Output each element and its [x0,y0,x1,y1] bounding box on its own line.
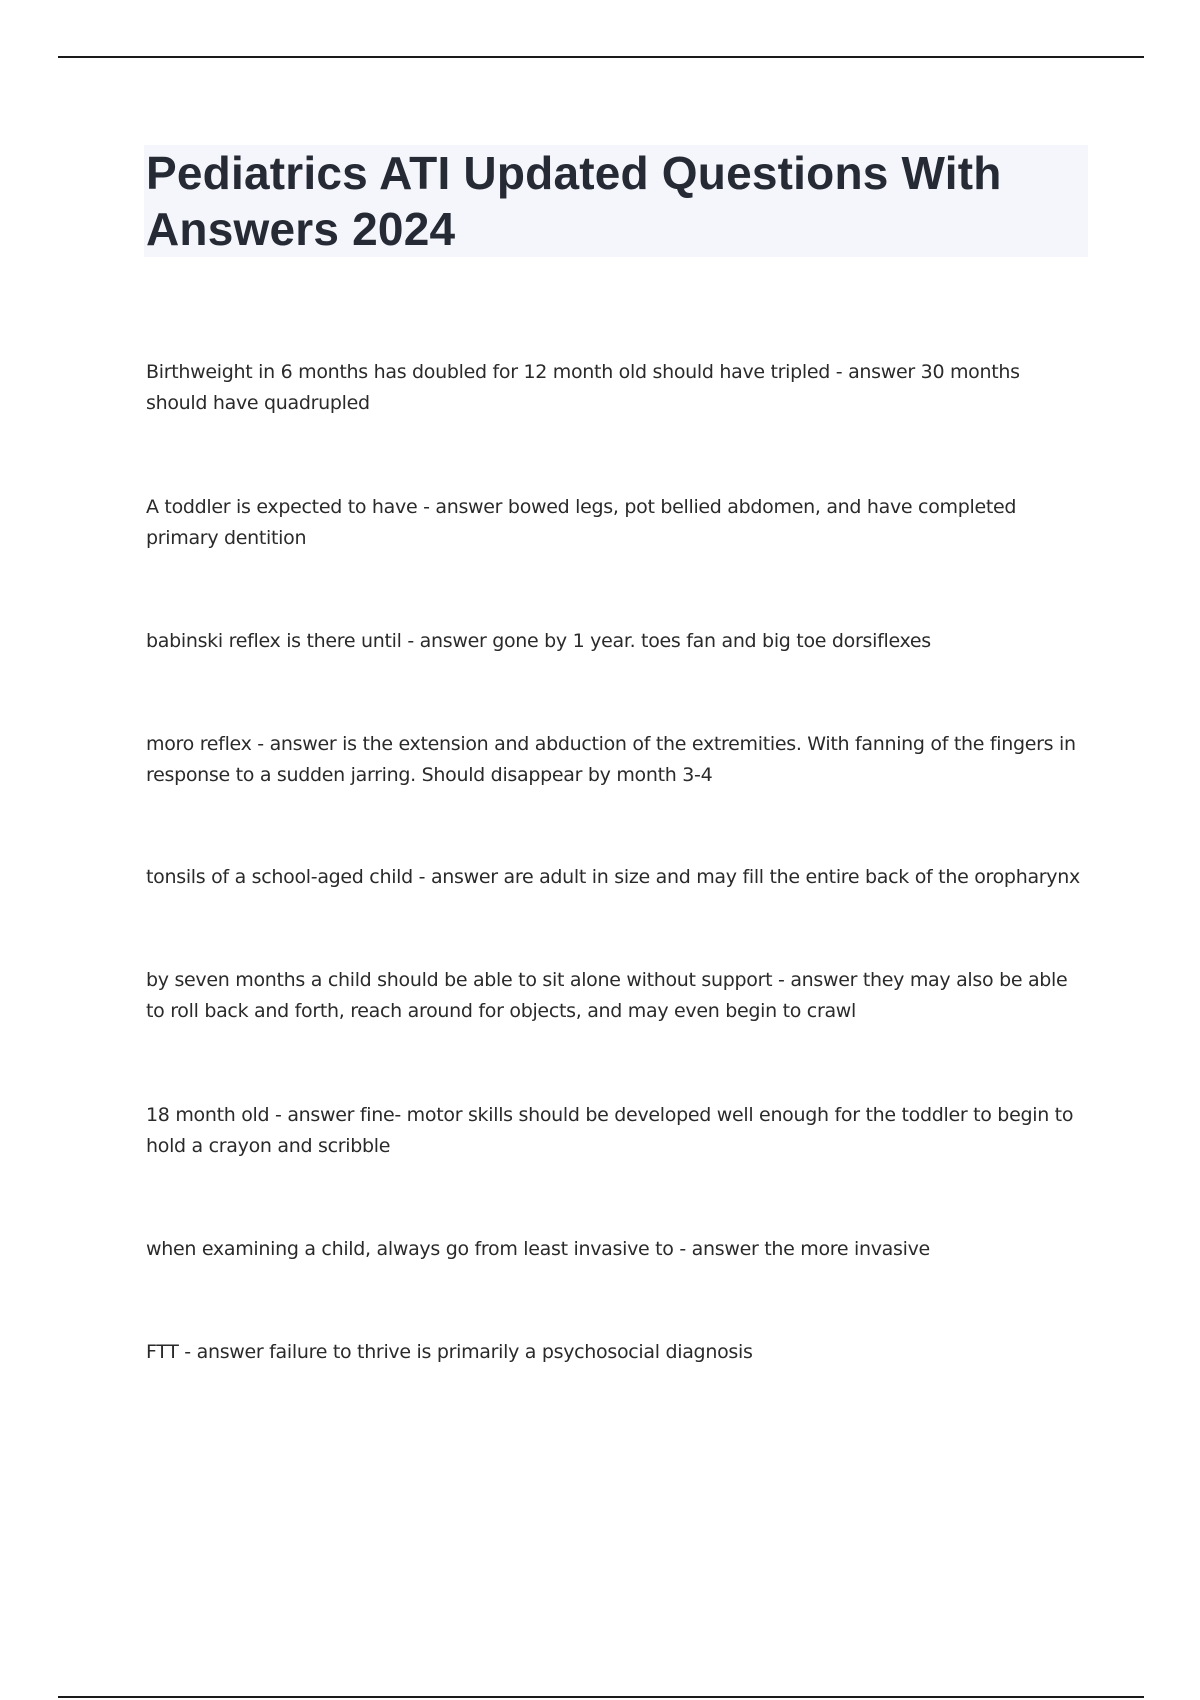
footer-rule [58,1696,1144,1698]
qa-item-6: by seven months a child should be able to sit alone without support - answer they may also be able to roll back and forth, reach around for objects, and may even begin to crawl [146,969,1068,1022]
qa-item-9: FTT - answer failure to thrive is primarily a psychosocial diagnosis [146,1341,753,1363]
qa-item-2: A toddler is expected to have - answer bowed legs, pot bellied abdomen, and have completed primary dentition [146,496,1017,549]
qa-item-3: babinski reflex is there until - answer gone by 1 year. toes fan and big toe dorsiflexes [146,630,931,652]
qa-item-8: when examining a child, always go from least invasive to - answer the more invasive [146,1238,930,1260]
qa-item-4: moro reflex - answer is the extension and abduction of the extremities. With fanning of the fingers in response to a sudden jarring. Should disappear by month 3-4 [146,733,1076,786]
qa-item-1: Birthweight in 6 months has doubled for 12 month old should have tripled - answer 30 months should have quadrupled [146,361,1020,414]
qa-item-7: 18 month old - answer fine- motor skills should be developed well enough for the toddler to begin to hold a crayon and scribble [146,1104,1074,1157]
header-rule [58,56,1144,58]
document-title: Pediatrics ATI Updated Questions With Answers 2024 [146,147,1002,255]
qa-item-5: tonsils of a school-aged child - answer are adult in size and may fill the entire back of the oropharynx [146,866,1080,888]
